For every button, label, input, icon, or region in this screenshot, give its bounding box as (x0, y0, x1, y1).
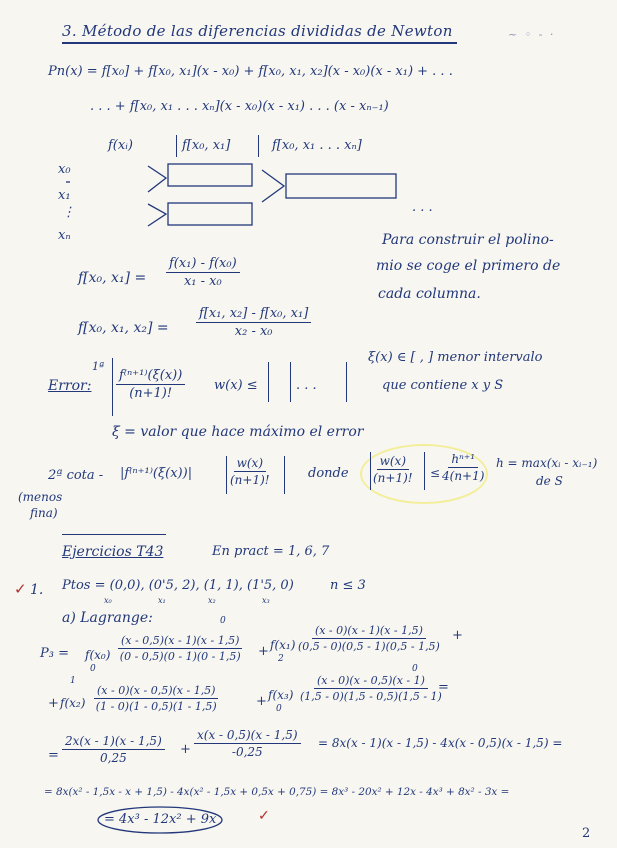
line3-rest: = 8x(x - 1)(x - 1,5) - 4x(x - 0,5)(x - 1,5) = (318, 736, 563, 750)
term4-num: (x - 0)(x - 0,5)(x - 1) (314, 674, 428, 689)
note-line1: Para construir el polino- (382, 232, 554, 248)
cota2-note-line1: (menos (18, 490, 63, 504)
line3-a-num: 2x(x - 1)(x - 1,5) (62, 734, 165, 750)
cota2-w-num: w(x) (234, 456, 266, 472)
bound-h-den: 4(n+1) (442, 469, 485, 483)
line3-b-den: -0,25 (231, 745, 263, 759)
ex1-condition: n ≤ 3 (330, 578, 366, 593)
dd1-num: f(x₁) - f(x₀) (166, 256, 240, 273)
zero-mark: 0 (412, 664, 418, 674)
error-num: f⁽ⁿ⁺¹⁾(ξ(x)) (116, 368, 185, 385)
error-wx: w(x) ≤ (214, 378, 258, 393)
error-note-line2: que contiene x y S (382, 378, 504, 393)
bound-w-den: (n+1)! (373, 471, 413, 485)
table-row-x1: x₁ (58, 188, 71, 203)
error-dots: . . . (296, 378, 317, 393)
table-row-xn: xₙ (58, 228, 71, 243)
dd1-den: x₁ - x₀ (183, 274, 222, 289)
term4-f: f(x₃) (268, 688, 294, 702)
cota1-mark: 1ª (92, 360, 105, 373)
table-row-x0: x₀ (58, 162, 71, 177)
section-title: 3. Método de las diferencias divididas de Newton (62, 22, 453, 40)
xi-definition: ξ = valor que hace máximo el error (112, 424, 364, 440)
practice-note: En pract = 1, 6, 7 (212, 544, 330, 559)
note-line3: cada columna. (378, 286, 481, 302)
part-a-label: a) Lagrange: (62, 610, 153, 626)
dd2-lhs: f[x₀, x₁, x₂] = (78, 320, 169, 336)
line4-expansion: = 8x(x² - 1,5x - x + 1,5) - 4x(x² - 1,5x + 0,5x + 0,75) = 8x³ - 20x² + 12x - 4x³ + 8x² - 3x = (44, 786, 510, 798)
p3-label: P₃ = (40, 646, 69, 661)
bound-w-num: w(x) (377, 454, 409, 470)
term3-num: (x - 0)(x - 0,5)(x - 1,5) (94, 684, 218, 699)
term3-den: (1 - 0)(1 - 0,5)(1 - 1,5) (95, 700, 217, 713)
bound-le: ≤ (430, 466, 441, 480)
margin-scribble: ~ ◦ - · (508, 28, 556, 41)
term1-f: f(x₀) (85, 648, 111, 662)
point-sub-x2: x₂ (208, 596, 216, 605)
term2-fval: 2 (278, 654, 284, 664)
dd2-num: f[x₁, x₂] - f[x₀, x₁] (196, 306, 311, 323)
term1-den: (0 - 0,5)(0 - 1)(0 - 1,5) (119, 650, 241, 663)
plus-sign: + (256, 694, 267, 709)
point-sub-x3: x₃ (262, 596, 270, 605)
term3-f: f(x₂) (60, 696, 86, 710)
cota2-label: 2ª cota - (48, 468, 104, 483)
term2-den: (0,5 - 0)(0,5 - 1)(0,5 - 1,5) (298, 640, 440, 653)
term4-fval: 0 (276, 704, 282, 714)
table-col-f: f(xᵢ) (108, 138, 133, 153)
term2-f: f(x₁) (270, 638, 296, 652)
plus-sign: + (180, 742, 191, 757)
term1-num: (x - 0,5)(x - 1)(x - 1,5) (118, 634, 242, 649)
h-definition: h = max(xᵢ - xᵢ₋₁) (496, 456, 598, 470)
table-row-dots: ⋮ (62, 205, 75, 220)
term4-den: (1,5 - 0)(1,5 - 0,5)(1,5 - 1) (300, 690, 442, 703)
ex1-points: Ptos = (0,0), (0'5, 2), (1, 1), (1'5, 0) (62, 578, 294, 593)
table-col-f01: f[x₀, x₁] (182, 138, 231, 153)
equals-sign: = (438, 680, 449, 695)
newton-poly-line2: . . . + f[x₀, x₁ . . . xₙ](x - x₀)(x - x₁) . . . (x - xₙ₋₁) (90, 99, 389, 114)
term2-num: (x - 0)(x - 1)(x - 1,5) (312, 624, 426, 639)
point-sub-x1: x₁ (158, 596, 166, 605)
cota2-w-den: (n+1)! (230, 473, 270, 487)
zero-mark: 0 (220, 616, 226, 626)
note-line2: mio se coge el primero de (376, 258, 561, 274)
error-label: Error: (48, 378, 92, 394)
plus-sign: + (258, 644, 269, 659)
ex1-number: 1. (30, 582, 44, 598)
table-ellipsis: . . . (412, 200, 433, 215)
bound-h-num: hⁿ⁺¹ (448, 452, 478, 468)
equals-sign: = (48, 748, 59, 763)
result-expression: = 4x³ - 12x² + 9x (104, 812, 217, 827)
error-den: (n+1)! (129, 386, 173, 401)
line3-b-num: x(x - 0,5)(x - 1,5) (194, 728, 301, 744)
point-sub-x0: x₀ (104, 596, 112, 605)
error-note-line1: ξ(x) ∈ [ , ] menor intervalo (368, 350, 543, 365)
dd1-lhs: f[x₀, x₁] = (78, 270, 147, 286)
term1-fval: 0 (90, 664, 96, 674)
exercises-title: Ejercicios T43 (62, 544, 164, 560)
table-col-f0n: f[x₀, x₁ . . . xₙ] (272, 138, 362, 153)
h-definition-set: de S (536, 474, 563, 488)
cota2-expr: |f⁽ⁿ⁺¹⁾(ξ(x))| (120, 466, 193, 481)
donde-label: donde (308, 466, 349, 481)
check-icon: ✓ (14, 580, 27, 598)
line3-a-den: 0,25 (100, 751, 127, 765)
newton-poly-line1: Pn(x) = f[x₀] + f[x₀, x₁](x - x₀) + f[x₀, x₁, x₂](x - x₀)(x - x₁) + . . . (48, 64, 453, 79)
page-number: 2 (582, 826, 591, 841)
plus-sign: + (452, 628, 463, 643)
check-icon: ✓ (258, 808, 270, 824)
term3-fval: 1 (70, 676, 76, 686)
dd2-den: x₂ - x₀ (234, 324, 273, 339)
cota2-note-line2: fina) (30, 506, 58, 520)
plus-sign: + (48, 696, 59, 711)
